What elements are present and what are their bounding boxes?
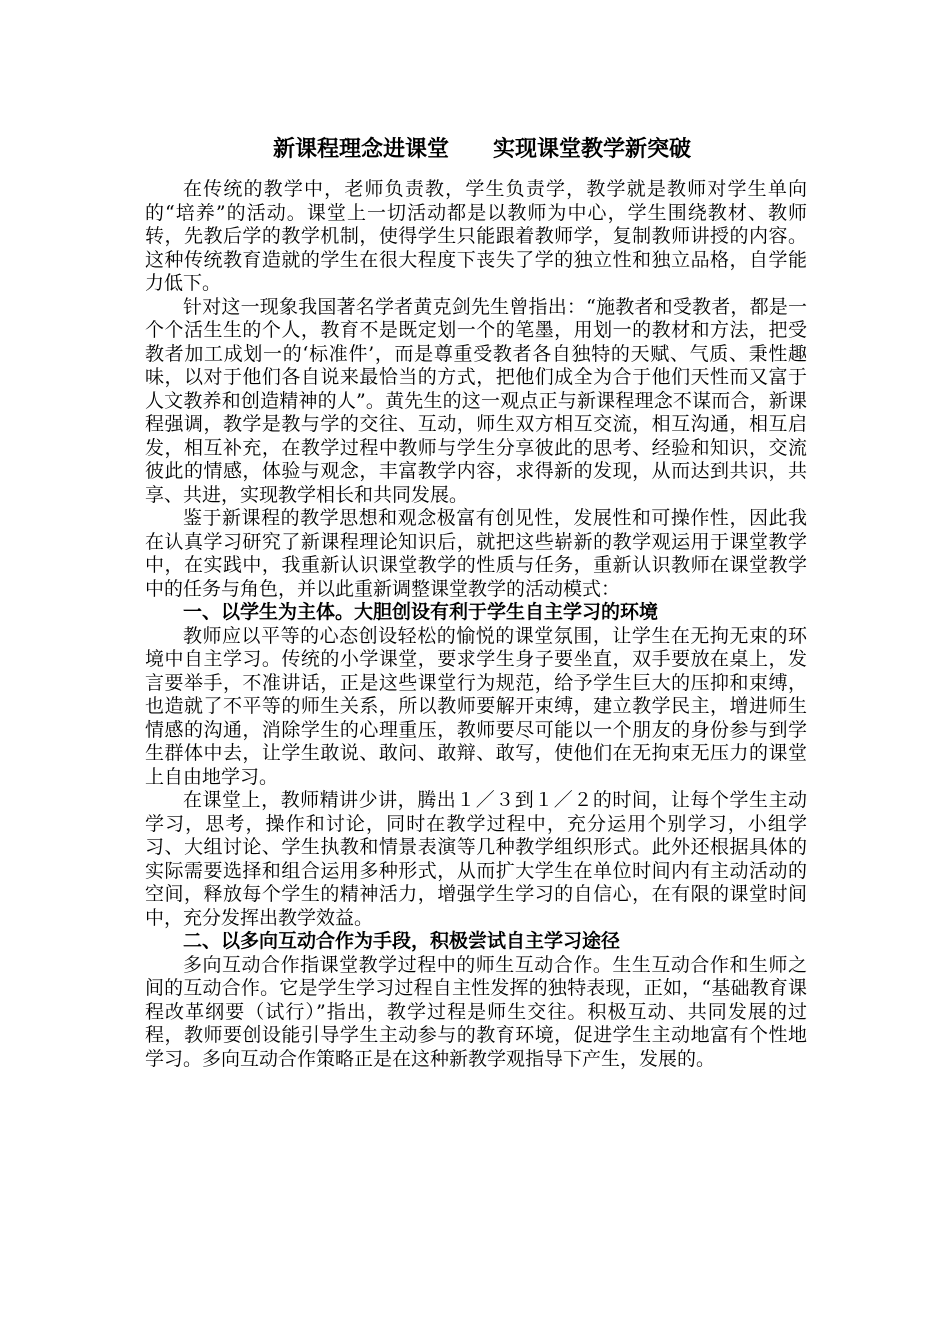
section-heading-2: 二、以多向互动合作为手段，积极尝试自主学习途径 — [183, 930, 621, 952]
section1-paragraph-classroom-time: 在课堂上，教师精讲少讲，腾出１／３到１／２的时间，让每个学生主动学习，思考，操作和讨论，同时在教学过程中，充分运用个别学习，小组学习、大组讨论、学生执教和情景表演等几种教学组织形式。此外还根据具体的实际需要选择和组合运用多种形式，从而扩大学生在单位时间内有主动活动的空间，释放每个学生的精神活力，增强学生学习的自信心，在有限的课堂时间中，充分发挥出教学效益。 — [145, 789, 807, 929]
paragraph-approach: 鉴于新课程的教学思想和观念极富有创见性，发展性和可操作性，因此我在认真学习研究了新课程理论知识后，就把这些崭新的教学观运用于课堂教学中，在实践中，我重新认识课堂教学的性质与任务，重新认识教师在课堂教学中的任务与角色，并以此重新调整课堂教学的活动模式： — [145, 507, 807, 600]
document-body — [145, 132, 807, 1071]
section2-paragraph-interaction: 多向互动合作指课堂教学过程中的师生互动合作。生生互动合作和生师之间的互动合作。它是学生学习过程自主性发挥的独特表现，正如，“基础教育课程改革纲要（试行）”指出，教学过程是师生交往。积极互动、共同发展的过程，教师要创设能引导学生主动参与的教育环境，促进学生主动地富有个性地学习。多向互动合作策略正是在这种新教学观指导下产生，发展的。 — [145, 953, 807, 1070]
section-heading-1: 一、以学生为主体。大胆创设有利于学生自主学习的环境 — [183, 601, 659, 623]
paragraph-intro: 在传统的教学中，老师负责教，学生负责学，教学就是教师对学生单向的“培养”的活动。课堂上一切活动都是以教师为中心，学生围绕教材、教师转，先教后学的教学机制，使得学生只能跟着教师学，复制教师讲授的内容。这种传统教育造就的学生在很大程度下丧失了学的独立性和独立品格，自学能力低下。 — [145, 178, 807, 294]
section1-paragraph-environment: 教师应以平等的心态创设轻松的愉悦的课堂氛围，让学生在无拘无束的环境中自主学习。传统的小学课堂，要求学生身子要坐直，双手要放在桌上，发言要举手，不准讲话，正是这些课堂行为规范，给予学生巨大的压抑和束缚，也造就了不平等的师生关系，所以教师要解开束缚，建立教学民主，增进师生情感的沟通，消除学生的心理重压，教师要尽可能以一个朋友的身份参与到学生群体中去，让学生敢说、敢问、敢辩、敢写，使他们在无拘束无压力的课堂上自由地学习。 — [145, 624, 807, 788]
paragraph-quote: 针对这一现象我国著名学者黄克剑先生曾指出：“施教者和受教者，都是一个个活生生的个人，教育不是既定划一个的笔墨，用划一的教材和方法，把受教者加工成划一的‘标准件’，而是尊重受教者各自独特的天赋、气质、秉性趣味，以对于他们各自说来最恰当的方式，把他们成全为合于他们天性而又富于人文教养和创造精神的人”。黄先生的这一观点正与新课程理念不谋而合，新课程强调，教学是教与学的交往、互动，师生双方相互交流，相互沟通，相互启发，相互补充，在教学过程中教师与学生分享彼此的思考、经验和知识，交流彼此的情感，体验与观念，丰富教学内容，求得新的发现，从而达到共识，共享、共进，实现教学相长和共同发展。 — [145, 295, 807, 506]
document-title: 新课程理念进课堂 实现课堂教学新突破 — [273, 136, 692, 162]
